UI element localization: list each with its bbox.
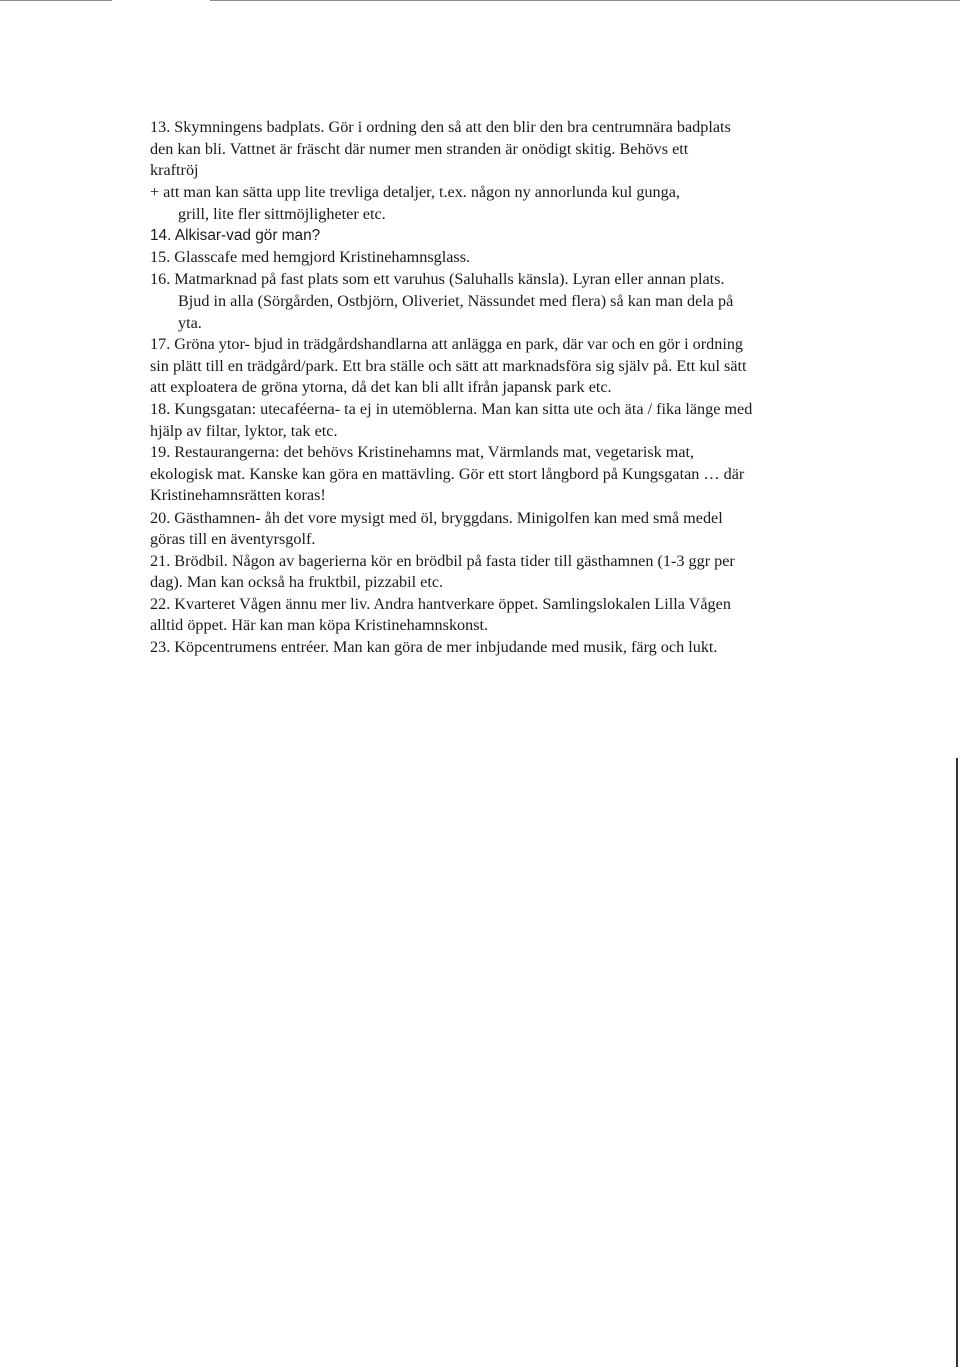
text-line: grill, lite fler sittmöjligheter etc. [178, 205, 386, 223]
text-line: 13. Skymningens badplats. Gör i ordning den så att den blir den bra centrumnära badplats [150, 118, 731, 136]
text-line: yta. [178, 314, 202, 332]
text-line: den kan bli. Vattnet är fräscht där numer men stranden är onödigt skitig. Behövs ett [150, 140, 689, 158]
text-line: 22. Kvarteret Vågen ännu mer liv. Andra hantverkare öppet. Samlingslokalen Lilla Vågen [150, 595, 731, 613]
text-line: + att man kan sätta upp lite trevliga detaljer, t.ex. någon ny annorlunda kul gunga, [150, 183, 680, 201]
text-line: Kristinehamnsrätten koras! [150, 486, 326, 504]
text-line: alltid öppet. Här kan man köpa Kristinehamnskonst. [150, 616, 489, 634]
text-line: 17. Gröna ytor- bjud in trädgårdshandlarna att anlägga en park, där var och en gör i ordning [150, 335, 744, 353]
text-line: att exploatera de gröna ytorna, då det kan bli allt ifrån japansk park etc. [150, 378, 612, 396]
text-line: 18. Kungsgatan: utecaféerna- ta ej in utemöblerna. Man kan sitta ute och äta / fika länge med [150, 400, 753, 418]
text-line: 15. Glasscafe med hemgjord Kristinehamnsglass. [150, 248, 471, 266]
text-line: 23. Köpcentrumens entréer. Man kan göra de mer inbjudande med musik, färg och lukt. [150, 638, 718, 656]
text-line: kraftröj [150, 161, 199, 179]
text-line: dag). Man kan också ha fruktbil, pizzabil etc. [150, 573, 444, 591]
text-line: 14. Alkisar-vad gör man? [150, 227, 321, 244]
text-line: 16. Matmarknad på fast plats som ett varuhus (Saluhalls känsla). Lyran eller annan plats. [150, 270, 725, 288]
text-line: 21. Brödbil. Någon av bagerierna kör en brödbil på fasta tider till gästhamnen (1-3 ggr per [150, 552, 735, 570]
text-line: hjälp av filtar, lyktor, tak etc. [150, 422, 338, 440]
text-line: 20. Gästhamnen- åh det vore mysigt med öl, bryggdans. Minigolfen kan med små medel [150, 509, 723, 527]
text-line: Bjud in alla (Sörgården, Ostbjörn, Oliveriet, Nässundet med flera) så kan man dela på [178, 292, 734, 310]
text-line: 19. Restaurangerna: det behövs Kristinehamns mat, Värmlands mat, vegetarisk mat, [150, 443, 695, 461]
text-line: ekologisk mat. Kanske kan göra en mattävling. Gör ett stort långbord på Kungsgatan … där [150, 465, 745, 483]
text-line: göras till en äventyrsgolf. [150, 530, 316, 548]
text-line: sin plätt till en trädgård/park. Ett bra ställe och sätt att marknadsföra sig själv på. Ett kul sätt [150, 357, 747, 375]
